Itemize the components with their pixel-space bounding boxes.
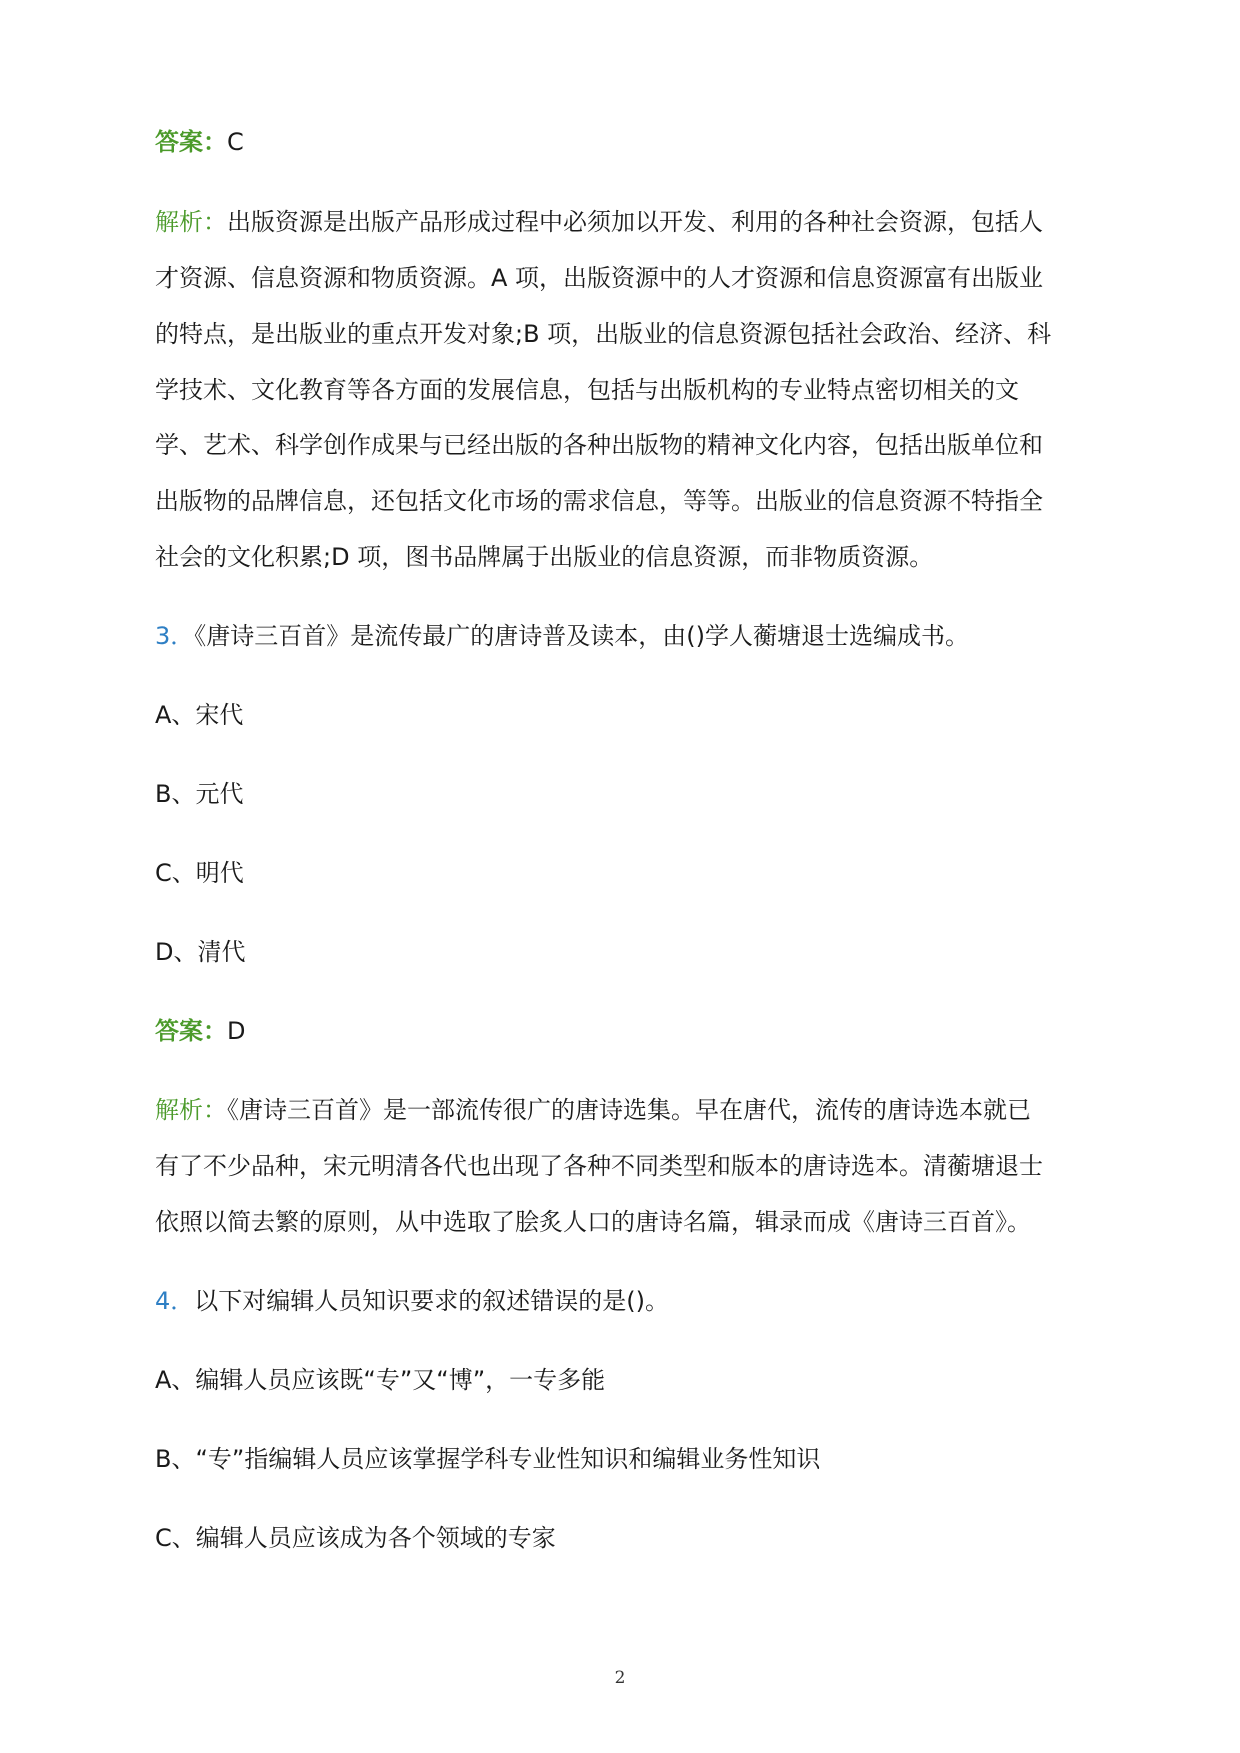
answer-value: D (227, 1017, 246, 1045)
answer-label: 答案： (155, 128, 227, 156)
answer-line (155, 126, 1090, 158)
page-number: 2 (614, 1668, 626, 1688)
analysis-line: 学技术、文化教育等各方面的发展信息，包括与出版机构的专业特点密切相关的文 (155, 376, 1019, 404)
analysis-line: 社会的文化积累;D 项，图书品牌属于出版业的信息资源，而非物质资源。 (155, 543, 934, 571)
option-a: A、宋代 (155, 701, 244, 729)
analysis-line: 的特点，是出版业的重点开发对象;B 项，出版业的信息资源包括社会政治、经济、科 (155, 320, 1052, 348)
analysis-text: 出版资源是出版产品形成过程中必须加以开发、利用的各种社会资源，包括人 (227, 208, 1043, 236)
question-text: 《唐诗三百首》是流传最广的唐诗普及读本，由()学人蘅塘退士选编成书。 (194, 622, 970, 650)
question-line (155, 1285, 1090, 1317)
answer-line (155, 1015, 1090, 1047)
question-line (155, 620, 1090, 652)
analysis-line (155, 206, 1090, 238)
analysis-label: 解析： (155, 1096, 227, 1124)
option-c: C、编辑人员应该成为各个领域的专家 (155, 1524, 556, 1552)
analysis-line: 出版物的品牌信息，还包括文化市场的需求信息，等等。出版业的信息资源不特指全 (155, 487, 1043, 515)
analysis-line (155, 1094, 1090, 1126)
answer-label: 答案： (155, 1017, 227, 1045)
option-b: B、“专”指编辑人员应该掌握学科专业性知识和编辑业务性知识 (155, 1445, 821, 1473)
question-text: 以下对编辑人员知识要求的叙述错误的是()。 (194, 1287, 670, 1315)
question-number: 4． (155, 1287, 195, 1315)
option-c: C、明代 (155, 859, 244, 887)
analysis-line: 有了不少品种，宋元明清各代也出现了各种不同类型和版本的唐诗选本。清蘅塘退士 (155, 1152, 1043, 1180)
analysis-line: 才资源、信息资源和物质资源。A 项，出版资源中的人才资源和信息资源富有出版业 (155, 264, 1044, 292)
analysis-label: 解析： (155, 208, 227, 236)
option-b: B、元代 (155, 780, 244, 808)
option-d: D、清代 (155, 938, 246, 966)
question-number: 3． (155, 622, 195, 650)
answer-value: C (227, 128, 244, 156)
analysis-line: 依照以简去繁的原则，从中选取了脍炙人口的唐诗名篇，辑录而成《唐诗三百首》。 (155, 1208, 1031, 1236)
analysis-text: 《唐诗三百首》是一部流传很广的唐诗选集。早在唐代，流传的唐诗选本就已 (227, 1096, 1031, 1124)
option-a: A、编辑人员应该既“专”又“博”，一专多能 (155, 1366, 606, 1394)
analysis-line: 学、艺术、科学创作成果与已经出版的各种出版物的精神文化内容，包括出版单位和 (155, 431, 1043, 459)
